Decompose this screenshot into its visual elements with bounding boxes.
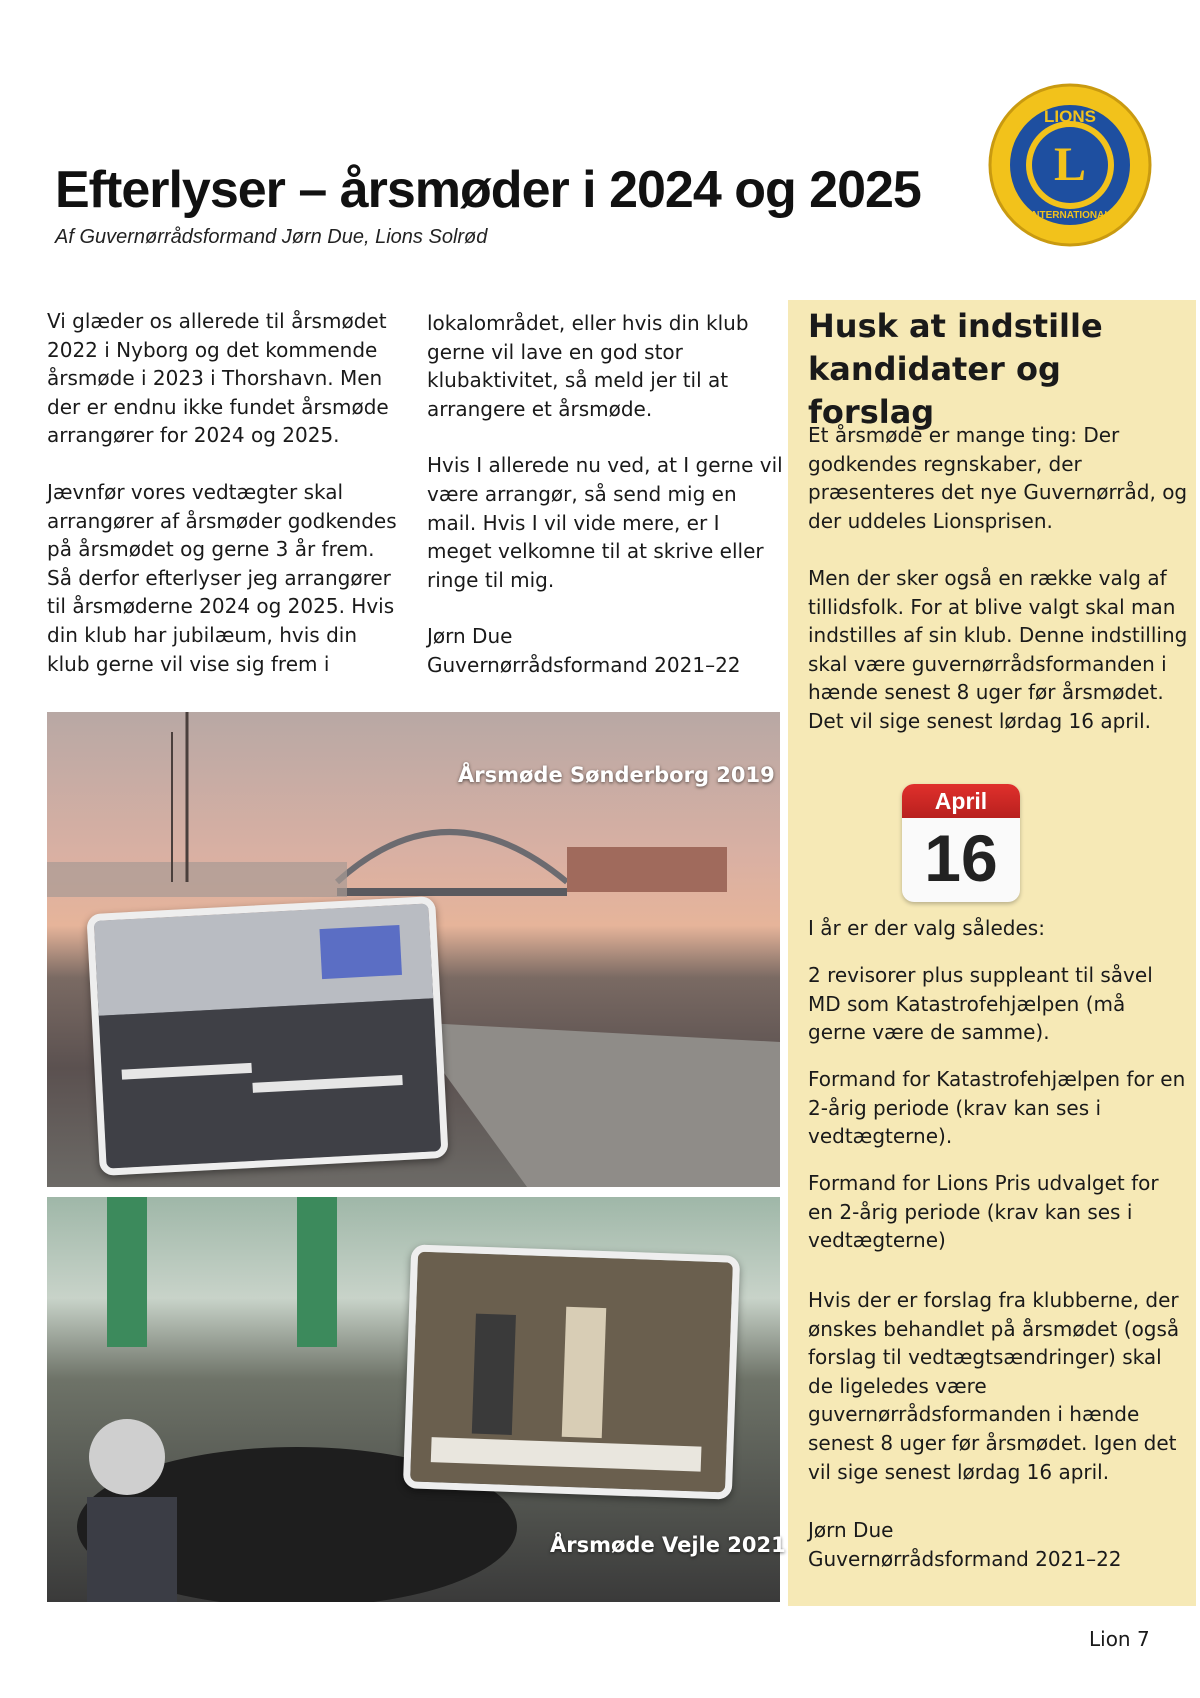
calendar-day: 16 [924, 821, 998, 895]
caption-sonderborg: Årsmøde Sønderborg 2019 [458, 763, 775, 787]
article-title: Efterlyser – årsmøder i 2024 og 2025 [55, 161, 921, 219]
sidebar-paragraph-3: I år er der valg således: [808, 916, 1045, 940]
page-number: Lion 7 [1089, 1627, 1150, 1651]
sidebar-signature-title: Guvernørrådsformand 2021–22 [808, 1547, 1122, 1571]
photo-performers [403, 1244, 740, 1499]
logo-letter: L [1053, 138, 1087, 191]
photo-meeting-hall [86, 896, 448, 1176]
logo-top-text: LIONS [1044, 107, 1096, 126]
col1-paragraph-2: Jævnfør vores vedtægter skal arrangører af årsmøder godkendes på årsmødet og gerne 3 år frem. Så derfor efterlyser jeg arrangører til årsmøderne 2024 og 2025. Hvis din klub har jubilæum, hvis din klub gerne vil vise sig frem i [47, 479, 397, 676]
caption-vejle: Årsmøde Vejle 2021 [550, 1533, 786, 1557]
sidebar-signature-name: Jørn Due [808, 1518, 894, 1542]
col2-signature-title: Guvernørrådsformand 2021–22 [427, 652, 741, 677]
article-column-2 [427, 309, 787, 680]
logo-bottom-text: INTERNATIONAL [1029, 210, 1111, 221]
article-column-1 [47, 307, 402, 706]
lions-logo [985, 80, 1155, 250]
sidebar-paragraph-4: 2 revisorer plus suppleant til såvel MD som Katastrofehjælpen (må gerne være de samme). [808, 963, 1153, 1045]
sidebar-paragraph-1: Et årsmøde er mange ting: Der godkendes regnskaber, der præsenteres det nye Guvernørråd, og der uddeles Lionsprisen. [808, 423, 1188, 533]
meeting-hall-illustration [94, 903, 442, 1168]
sidebar-paragraph-6: Formand for Lions Pris udvalget for en 2-årig periode (krav kan ses i vedtægterne) [808, 1171, 1159, 1253]
col2-paragraph-1: lokalområdet, eller hvis din klub gerne vil lave en god stor klubaktivitet, så meld jer til at arrangere et årsmøde. [427, 311, 749, 421]
col1-paragraph-1: Vi glæder os allerede til årsmødet 2022 i Nyborg og det kommende årsmøde i 2023 i Thorshavn. Men der er endnu ikke fundet årsmøde arrangører for 2024 og 2025. [47, 309, 389, 448]
sidebar-paragraph-2: Men der sker også en række valg af tillidsfolk. For at blive valgt skal man indstilles af sin klub. Denne indstilling skal være guvernørrådsformanden i hænde senest 8 uger før årsmødet. Det vil sige senest lørdag 16 april. [808, 566, 1188, 733]
col2-signature-name: Jørn Due [427, 624, 513, 649]
sidebar-paragraph-7: Hvis der er forslag fra klubberne, der ønskes behandlet på årsmødet (også forslag til vedtægtsændringer) skal de ligeledes være guvernørrådsformanden i hænde senest 8 uger før årsmødet. Igen det vil sige senest lørdag 16 april. [808, 1288, 1180, 1484]
sidebar-paragraph-5: Formand for Katastrofehjælpen for en 2-årig periode (krav kan ses i vedtægterne). [808, 1067, 1186, 1149]
calendar-month: April [902, 784, 1020, 818]
performers-illustration [410, 1252, 733, 1493]
calendar-icon [902, 784, 1020, 902]
article-byline: Af Guvernørrådsformand Jørn Due, Lions Solrød [55, 226, 488, 248]
col2-paragraph-2: Hvis I allerede nu ved, at I gerne vil være arrangør, så send mig en mail. Hvis I vil vide mere, er I meget velkomne til at skrive eller ringe til mig. [427, 453, 783, 592]
sidebar-heading: Husk at indstille kandidater og forslag [808, 307, 1103, 431]
